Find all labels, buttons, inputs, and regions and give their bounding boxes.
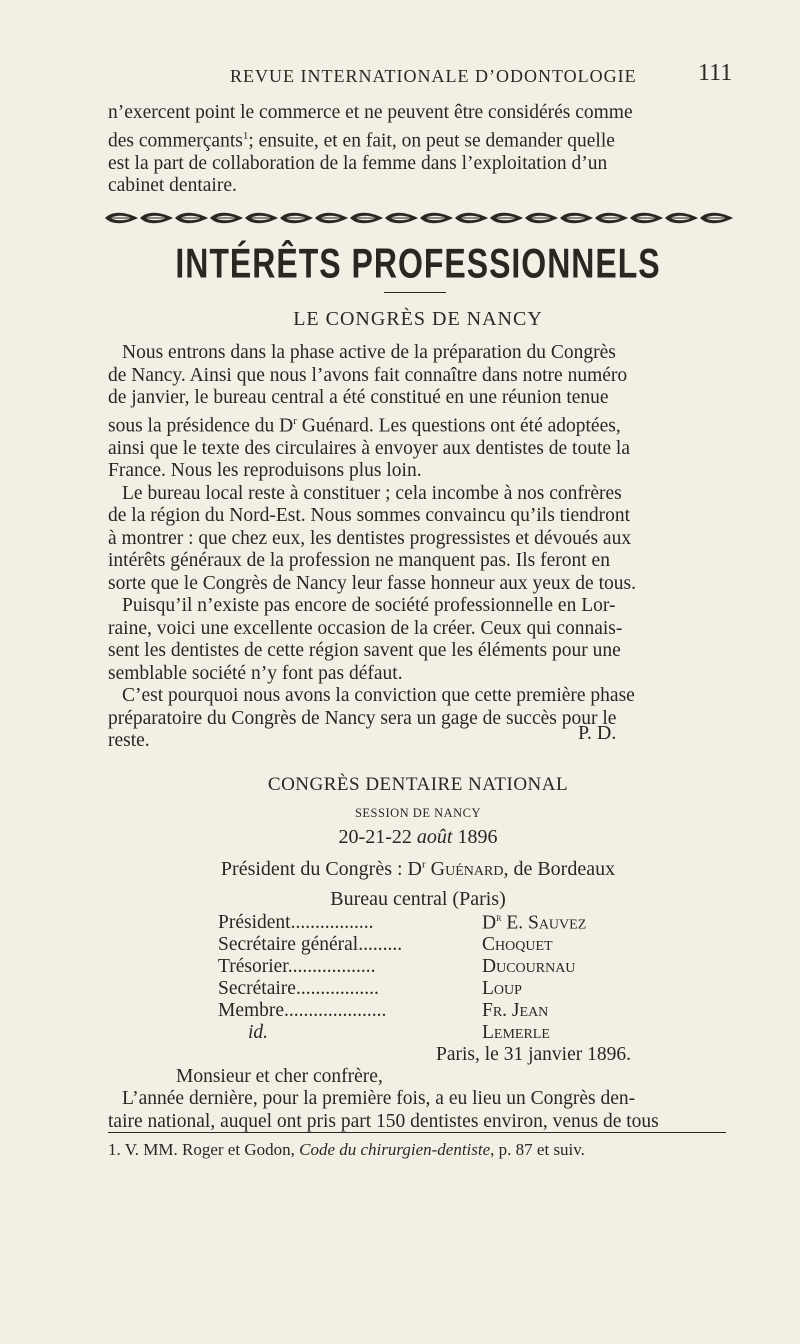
text-fragment: ; ensuite, et en fait, on peut se demander quelle	[248, 130, 615, 151]
president-name: Guénard	[425, 858, 504, 880]
text-line: Puisqu’il n’existe pas encore de société professionnelle en Lor-	[122, 595, 616, 616]
congress-president	[0, 858, 800, 881]
session-label: SESSION DE NANCY	[354, 806, 482, 820]
text-line: France. Nous les reproduisons plus loin.	[108, 460, 422, 481]
dates-year: 1896	[452, 826, 498, 848]
running-title: REVUE INTERNATIONALE D’ODONTOLOGIE	[230, 66, 637, 86]
signature: P. D.	[578, 722, 617, 744]
footnote-prefix: 1. V. MM. Roger et Godon,	[108, 1140, 300, 1159]
president-suffix: , de Bordeaux	[503, 858, 616, 880]
bureau-member: Loup	[482, 978, 522, 999]
bureau-role: Membre.....................	[218, 1000, 387, 1021]
text-line: préparatoire du Congrès de Nancy sera un gage de succès pour le	[108, 707, 617, 729]
text-line	[108, 125, 732, 153]
text-line: reste.	[108, 730, 150, 751]
dates-prefix: 20-21-22	[338, 826, 417, 848]
article-body	[108, 342, 732, 753]
text-line: Le bureau local reste à constituer ; cela incombe à nos confrères	[122, 482, 622, 504]
text-line: à montrer : que chez eux, les dentistes progressistes et dévoués aux	[108, 527, 632, 549]
text-line	[108, 410, 732, 438]
text-fragment: des commerçants	[108, 130, 243, 151]
bureau-role: id.	[248, 1022, 269, 1043]
text-line: sorte que le Congrès de Nancy leur fasse honneur aux yeux de tous.	[108, 572, 636, 594]
text-fragment: sous la présidence du D	[108, 415, 294, 436]
text-line: L’année dernière, pour la première fois, a eu lieu un Congrès den-	[122, 1088, 636, 1109]
text-line: cabinet dentaire.	[108, 175, 237, 196]
text-line: est la part de collaboration de la femme dans l’exploitation d’un	[108, 152, 608, 174]
text-line: taire national, auquel ont pris part 150 dentistes environ, venus de tous	[108, 1110, 659, 1132]
bureau-member: Choquet	[482, 934, 553, 955]
footnote-title: Code du chirurgien-dentiste	[299, 1140, 491, 1159]
congress-dates	[0, 826, 800, 849]
bureau-title: Bureau central (Paris)	[330, 888, 506, 910]
intro-paragraph	[108, 102, 732, 198]
superscript: r	[293, 414, 297, 427]
dates-month: août	[416, 826, 453, 848]
bureau-role: Trésorier..................	[218, 956, 376, 977]
footnote	[108, 1140, 585, 1160]
text-line: sent les dentistes de cette région savent que les éléments pour une	[108, 640, 621, 661]
letter-salutation: Monsieur et cher confrère,	[176, 1066, 383, 1087]
congress-title: CONGRÈS DENTAIRE NATIONAL	[267, 774, 569, 795]
text-line: de janvier, le bureau central a été constitué en une réunion tenue	[108, 387, 609, 408]
text-line: de la région du Nord-Est. Nous sommes convaincu qu’ils tiendront	[108, 505, 631, 526]
president-prefix: Président du Congrès : D	[220, 858, 422, 880]
letter-body	[108, 1088, 732, 1133]
bureau-role: Secrétaire.................	[218, 978, 379, 999]
ornamental-divider	[104, 210, 734, 226]
superscript: r	[422, 858, 426, 871]
article-title: LE CONGRÈS DE NANCY	[293, 308, 543, 330]
text-line: intérêts généraux de la profession ne manquent pas. Ils feront en	[108, 550, 610, 571]
bureau-role: Président.................	[218, 912, 374, 933]
title-rule	[384, 292, 446, 293]
bureau-role: Secrétaire général.........	[218, 934, 403, 955]
text-line: raine, voici une excellente occasion de la créer. Ceux qui connais-	[108, 617, 623, 639]
bureau-member: Fr. Jean	[482, 1000, 549, 1021]
text-line: ainsi que le texte des circulaires à envoyer aux dentistes de toute la	[108, 437, 630, 459]
bureau-member: Lemerle	[482, 1022, 550, 1043]
text-line: de Nancy. Ainsi que nous l’avons fait connaître dans notre numéro	[108, 364, 628, 386]
text-line: semblable société n’y font pas défaut.	[108, 662, 403, 684]
text-line: Nous entrons dans la phase active de la préparation du Congrès	[122, 342, 616, 363]
page-number: 111	[698, 60, 733, 86]
footnote-marker: 1	[242, 129, 249, 142]
footnote-suffix: , p. 87 et suiv.	[490, 1140, 585, 1159]
text-line: C’est pourquoi nous avons la conviction que cette première phase	[122, 685, 635, 706]
letter-date: Paris, le 31 janvier 1896.	[436, 1044, 631, 1065]
section-title: INTÉRÊTS PROFESSIONNELS	[175, 240, 661, 287]
bureau-member: Ducournau	[482, 956, 576, 977]
footnote-rule	[108, 1132, 726, 1133]
text-line: n’exercent point le commerce et ne peuvent être considérés comme	[108, 102, 633, 123]
text-fragment: Guénard. Les questions ont été adoptées,	[296, 415, 621, 436]
bureau-member: $D^r$ E. Sauvez	[482, 912, 587, 934]
